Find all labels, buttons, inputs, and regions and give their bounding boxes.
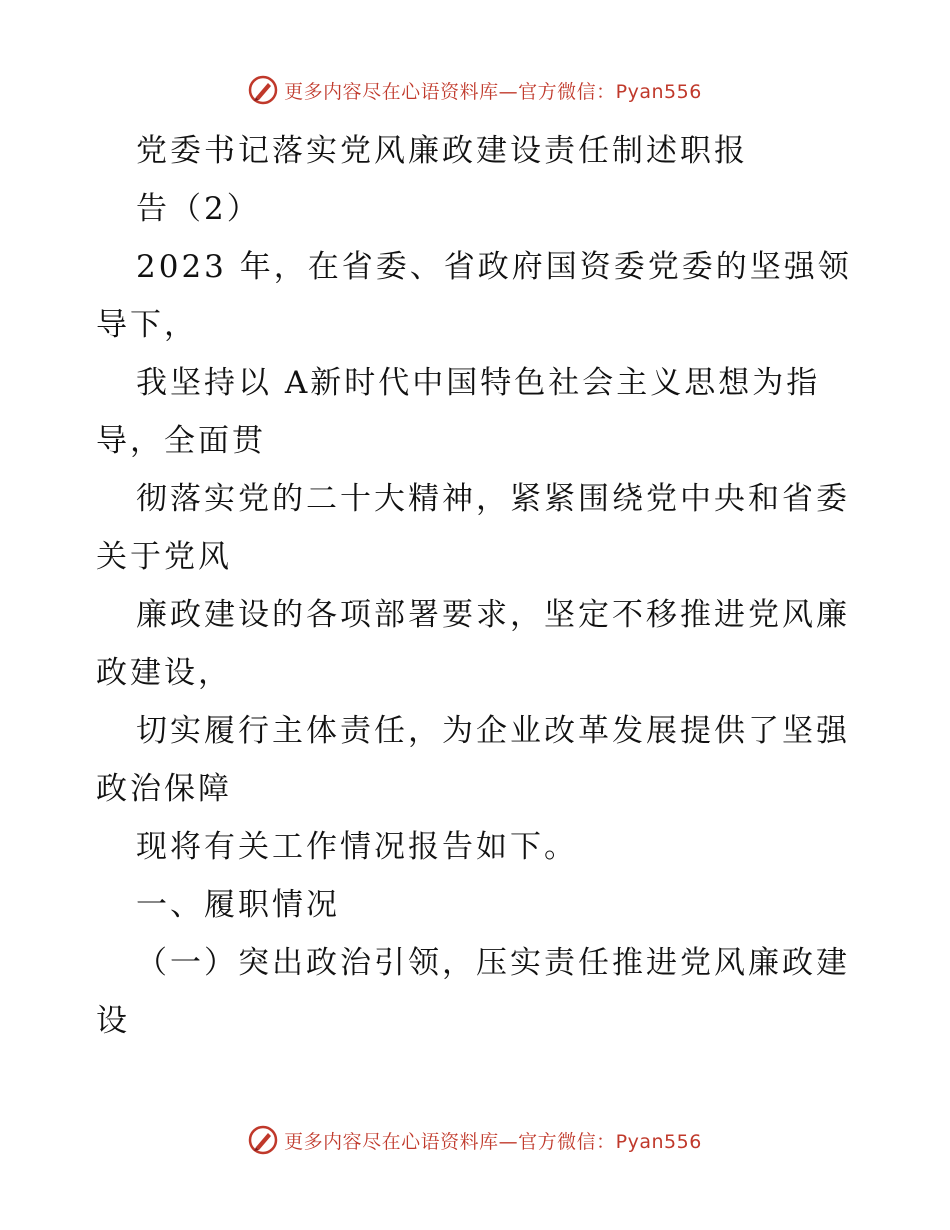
doc-line-title-2: 告（2） (136, 191, 261, 227)
doc-line: 政治保障 (96, 771, 232, 807)
doc-line: 我坚持以 A新时代中国特色社会主义思想为指 (136, 365, 821, 401)
doc-line: 政建设， (96, 655, 232, 691)
doc-line: 2023 年，在省委、省政府国资委党委的坚强领 (136, 249, 852, 285)
doc-line: 导下， (96, 307, 198, 343)
watermark-text: 更多内容尽在心语资料库—官方微信：Pyan556 (284, 1130, 702, 1153)
doc-line: 廉政建设的各项部署要求，坚定不移推进党风廉 (136, 597, 850, 633)
doc-line: 切实履行主体责任，为企业改革发展提供了坚强 (136, 713, 850, 749)
doc-line: 彻落实党的二十大精神，紧紧围绕党中央和省委 (136, 481, 850, 517)
doc-line: 现将有关工作情况报告如下。 (136, 829, 578, 865)
watermark-header (0, 70, 950, 110)
doc-line-title-1: 党委书记落实党风廉政建设责任制述职报 (136, 133, 748, 169)
doc-line: 设 (96, 1003, 130, 1039)
doc-line: 关于党风 (96, 539, 232, 575)
watermark-footer (0, 1120, 950, 1160)
pen-logo-icon (248, 75, 278, 105)
pen-logo-icon (248, 1125, 278, 1155)
document-body (96, 122, 856, 1050)
subsection-heading: （一）突出政治引领，压实责任推进党风廉政建 (136, 945, 850, 981)
doc-line: 导，全面贯 (96, 423, 266, 459)
section-heading: 一、履职情况 (136, 887, 340, 923)
watermark-text: 更多内容尽在心语资料库—官方微信：Pyan556 (284, 80, 702, 103)
